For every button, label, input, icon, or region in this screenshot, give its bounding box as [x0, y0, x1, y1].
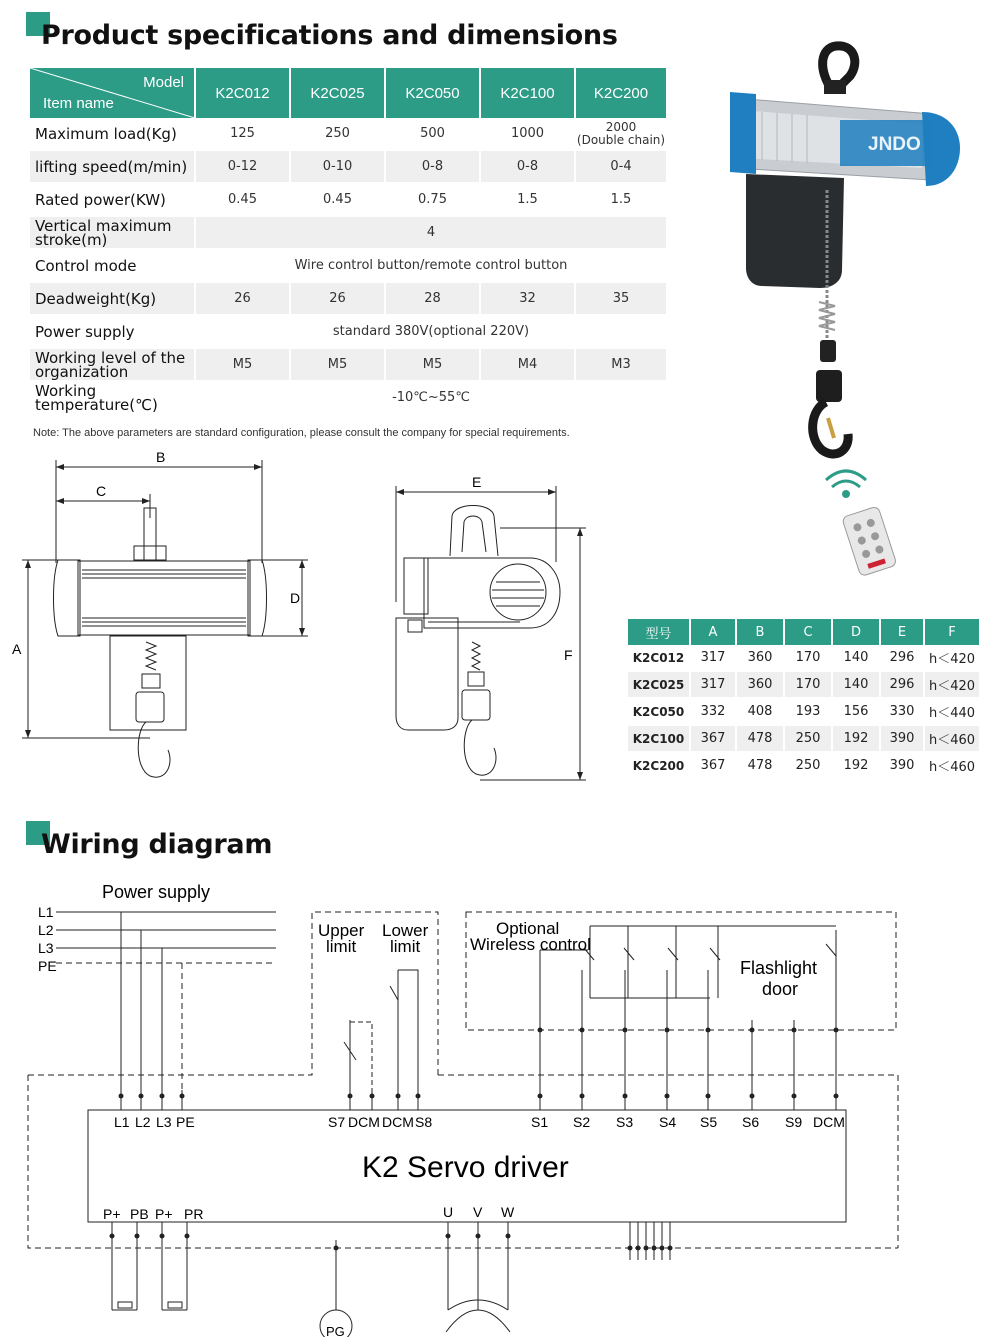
- dim-label-f: F: [564, 647, 573, 663]
- lower-limit-label: Lower: [382, 921, 429, 940]
- model-header: K2C025: [290, 68, 385, 118]
- spec-span-cell: -10℃~55℃: [195, 381, 667, 414]
- terminal-label: S5: [700, 1114, 718, 1130]
- dim-cell-model: K2C050: [628, 698, 690, 725]
- motor-icon: [446, 1310, 510, 1332]
- spec-cell: 500: [385, 118, 480, 150]
- spec-row-label: Working temperature(℃): [30, 381, 195, 414]
- left-end-cap: [730, 92, 756, 174]
- specs-section-title: Product specifications and dimensions: [41, 20, 618, 51]
- spec-note: Note: The above parameters are standard configuration, please consult the company for special requirements.: [33, 427, 570, 439]
- spec-row-label: Deadweight(Kg): [30, 282, 195, 315]
- dim-cell: 170: [784, 671, 832, 698]
- lower-limit-label-2: limit: [390, 937, 421, 956]
- brake-resistor-icon: [118, 1302, 132, 1308]
- corner-item-label: Item name: [43, 95, 114, 112]
- terminal-label: L3: [156, 1114, 172, 1130]
- spec-row: [30, 249, 667, 282]
- flashlight-label: Flashlight: [740, 958, 818, 978]
- terminal-label: U: [443, 1204, 454, 1220]
- hook-block: [816, 370, 842, 402]
- dim-row: [628, 752, 980, 779]
- spec-span-cell: standard 380V(optional 220V): [195, 315, 667, 348]
- dim-cell: 140: [832, 671, 880, 698]
- front-view-arrows: [396, 489, 583, 780]
- front-view-drawing: [380, 472, 600, 792]
- terminal-label: L1: [114, 1114, 130, 1130]
- dim-cell: 360: [736, 671, 784, 698]
- spec-cell: 0.45: [290, 183, 385, 216]
- terminal-label: S4: [659, 1114, 677, 1130]
- dim-cell-model: K2C100: [628, 725, 690, 752]
- corner-model-label: Model: [143, 74, 184, 91]
- spec-cell: 0.75: [385, 183, 480, 216]
- side-view-arrows: [25, 464, 305, 738]
- power-supply-label: Power supply: [102, 882, 211, 902]
- wiring-diagram: [0, 870, 1000, 1337]
- brand-logo: JNDO: [868, 134, 921, 155]
- dim-label-a: A: [12, 641, 22, 657]
- dim-cell: 192: [832, 752, 880, 779]
- spec-cell: 125: [195, 118, 290, 150]
- hook-mount: [824, 80, 846, 94]
- spec-cell: 0-4: [575, 150, 667, 183]
- spec-table: [30, 68, 668, 415]
- remote-control-icon: [842, 506, 897, 577]
- wireless-control-label: Wireless control: [470, 935, 591, 954]
- terminal-label: DCM: [348, 1114, 380, 1130]
- dim-cell: 360: [736, 645, 784, 671]
- dim-cell: 390: [880, 752, 924, 779]
- spec-span-cell: Wire control button/remote control button: [195, 249, 667, 282]
- terminal-label: S2: [573, 1114, 591, 1130]
- hoist-illustration: [722, 40, 982, 590]
- dim-label-d: D: [290, 590, 301, 606]
- dim-row: [628, 671, 980, 698]
- spec-row-label: Vertical maximum stroke(m): [30, 216, 195, 249]
- hook-latch: [828, 418, 834, 438]
- line-label-l2: L2: [38, 922, 54, 938]
- dim-cell: 332: [690, 698, 736, 725]
- line-label-pe: PE: [38, 958, 57, 974]
- terminal-label: S1: [531, 1114, 549, 1130]
- terminal-label: S6: [742, 1114, 760, 1130]
- spec-cell: M5: [385, 348, 480, 381]
- spec-cell: 1000: [480, 118, 575, 150]
- dim-row: [628, 698, 980, 725]
- terminal-label: PE: [176, 1114, 195, 1130]
- spec-row: [30, 118, 667, 150]
- dim-cell: 478: [736, 725, 784, 752]
- spec-cell: M5: [195, 348, 290, 381]
- dim-cell: 478: [736, 752, 784, 779]
- wiring-section-title: Wiring diagram: [41, 829, 273, 860]
- dim-header: B: [736, 619, 784, 645]
- terminal-label: S7: [328, 1114, 346, 1130]
- dim-label-b: B: [156, 449, 166, 465]
- spec-row-label: lifting speed(m/min): [30, 150, 195, 183]
- terminal-label: S8: [415, 1114, 433, 1130]
- model-header: K2C050: [385, 68, 480, 118]
- spec-row: [30, 315, 667, 348]
- dim-cell: 408: [736, 698, 784, 725]
- spec-span-cell: 4: [195, 216, 667, 249]
- dimension-table: [628, 619, 981, 780]
- spec-cell: 26: [290, 282, 385, 315]
- spec-header-row: [30, 68, 667, 118]
- encoder-label: PG: [326, 1324, 345, 1337]
- dim-label-c: C: [96, 483, 107, 499]
- dim-cell: 193: [784, 698, 832, 725]
- dim-cell: 296: [880, 671, 924, 698]
- dim-cell-model: K2C012: [628, 645, 690, 671]
- dim-cell: 367: [690, 725, 736, 752]
- spec-row-label: Working level of the organization: [30, 348, 195, 381]
- optional-label: Optional: [496, 919, 560, 938]
- dim-cell: 317: [690, 645, 736, 671]
- terminal-label: DCM: [813, 1114, 845, 1130]
- dim-cell: 140: [832, 645, 880, 671]
- terminal-label: DCM: [382, 1114, 414, 1130]
- spec-cell: 28: [385, 282, 480, 315]
- dim-cell: h＜460: [924, 725, 980, 752]
- dim-header: D: [832, 619, 880, 645]
- dim-cell: 317: [690, 671, 736, 698]
- terminal-label: P+: [155, 1206, 173, 1222]
- terminal-label: V: [473, 1204, 483, 1220]
- spec-cell: M5: [290, 348, 385, 381]
- dim-cell-model: K2C025: [628, 671, 690, 698]
- spec-cell: M3: [575, 348, 667, 381]
- dim-cell: 156: [832, 698, 880, 725]
- dim-cell: 170: [784, 645, 832, 671]
- dim-header: C: [784, 619, 832, 645]
- terminal-label: S3: [616, 1114, 634, 1130]
- spec-cell: 35: [575, 282, 667, 315]
- spec-row: [30, 381, 667, 414]
- wifi-icon: [826, 471, 866, 497]
- dim-cell: h＜420: [924, 671, 980, 698]
- regen-resistor-icon: [168, 1302, 182, 1308]
- spec-cell: 0.45: [195, 183, 290, 216]
- spec-cell: 250: [290, 118, 385, 150]
- spec-cell: 1.5: [575, 183, 667, 216]
- terminal-label: P+: [103, 1206, 121, 1222]
- spec-cell: 0-8: [480, 150, 575, 183]
- dim-header: E: [880, 619, 924, 645]
- model-header: K2C012: [195, 68, 290, 118]
- driver-bottom-terminal-labels: [103, 1204, 515, 1222]
- dim-row: [628, 725, 980, 752]
- side-view-drawing: [10, 448, 330, 788]
- upper-limit-label: Upper: [318, 921, 365, 940]
- dim-label-e: E: [472, 474, 482, 490]
- model-header: K2C200: [575, 68, 667, 118]
- spec-row: [30, 183, 667, 216]
- gear-housing: [746, 174, 844, 288]
- dim-cell: 330: [880, 698, 924, 725]
- spec-row-label: Rated power(KW): [30, 183, 195, 216]
- spec-cell: 0-10: [290, 150, 385, 183]
- spec-cell: 1.5: [480, 183, 575, 216]
- spec-cell: M4: [480, 348, 575, 381]
- dim-cell: 296: [880, 645, 924, 671]
- spec-row-label: Control mode: [30, 249, 195, 282]
- chain-stopper: [820, 340, 836, 362]
- line-label-l3: L3: [38, 940, 54, 956]
- dim-cell: h＜440: [924, 698, 980, 725]
- spec-cell: 2000 (Double chain): [575, 118, 667, 150]
- driver-title: K2 Servo driver: [362, 1151, 569, 1184]
- spec-cell: 26: [195, 282, 290, 315]
- upper-limit-label-2: limit: [326, 937, 357, 956]
- spec-cell: 0-12: [195, 150, 290, 183]
- dim-cell: 192: [832, 725, 880, 752]
- model-header: K2C100: [480, 68, 575, 118]
- dim-header: F: [924, 619, 980, 645]
- dim-row: [628, 645, 980, 671]
- dim-cell: 250: [784, 725, 832, 752]
- terminal-label: W: [501, 1204, 515, 1220]
- driver-top-terminal-labels: [114, 1114, 845, 1130]
- dim-cell: 367: [690, 752, 736, 779]
- terminal-label: S9: [785, 1114, 803, 1130]
- spec-row: [30, 282, 667, 315]
- spec-cell: 0-8: [385, 150, 480, 183]
- dim-cell: h＜460: [924, 752, 980, 779]
- terminal-label: L2: [135, 1114, 151, 1130]
- spec-row: [30, 216, 667, 249]
- spec-corner-cell: [30, 68, 195, 118]
- line-label-l1: L1: [38, 904, 54, 920]
- spec-cell: 32: [480, 282, 575, 315]
- spec-row-label: Power supply: [30, 315, 195, 348]
- dim-cell: 390: [880, 725, 924, 752]
- terminal-label: PB: [130, 1206, 149, 1222]
- dim-cell: 250: [784, 752, 832, 779]
- dim-header: 型号: [628, 619, 690, 645]
- dim-cell-model: K2C200: [628, 752, 690, 779]
- flashlight-door-label: door: [762, 979, 799, 999]
- spec-row-label: Maximum load(Kg): [30, 118, 195, 150]
- spec-row: [30, 348, 667, 381]
- terminal-label: PR: [184, 1206, 204, 1222]
- dim-header-row: [628, 619, 980, 645]
- dim-cell: h＜420: [924, 645, 980, 671]
- spec-row: [30, 150, 667, 183]
- dim-header: A: [690, 619, 736, 645]
